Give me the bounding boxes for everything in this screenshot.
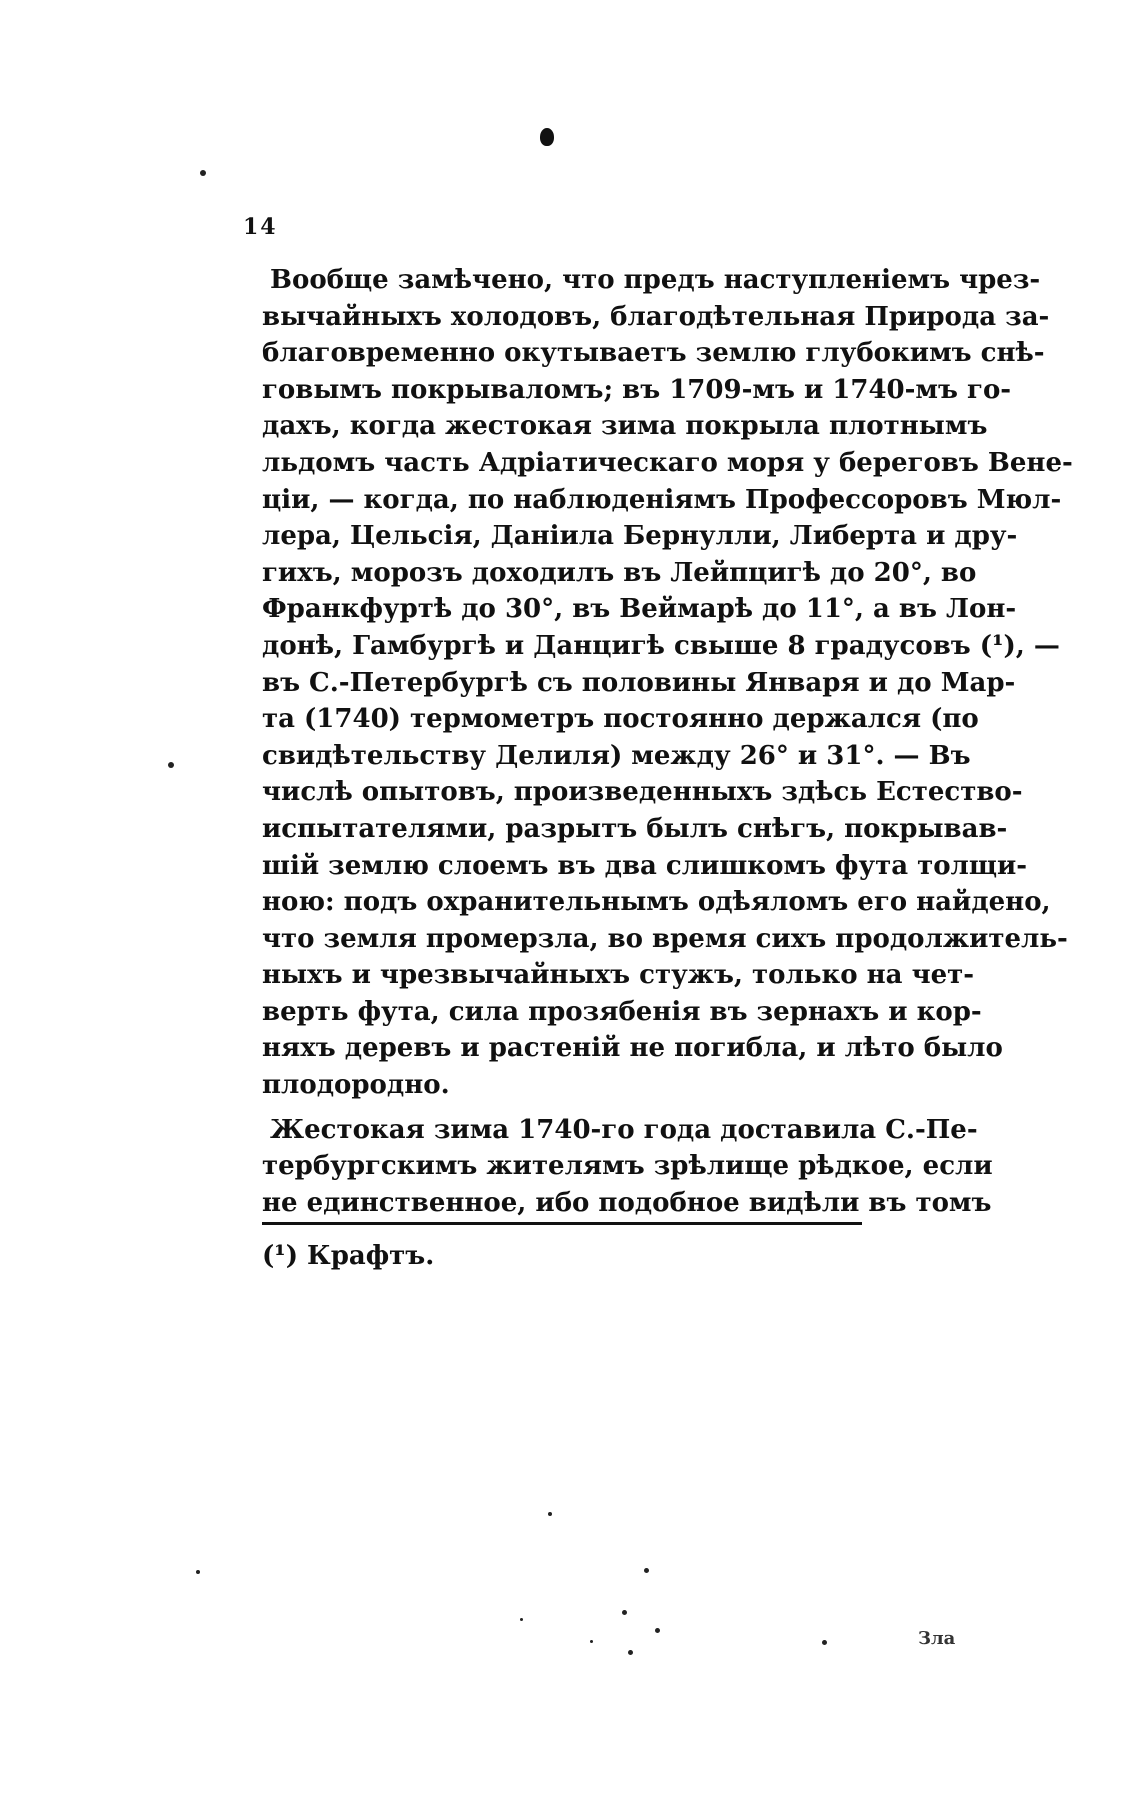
- scan-speck: [628, 1650, 633, 1655]
- paragraph-1: [262, 262, 1073, 1104]
- body-text: [262, 262, 1073, 1221]
- scan-speck: [196, 1570, 200, 1574]
- text-line: Жестокая зима 1740-го года доставила С.-Пе-: [270, 1114, 978, 1145]
- scan-speck: [655, 1628, 660, 1633]
- scan-speck: [520, 1618, 523, 1621]
- scan-speck: [822, 1640, 827, 1645]
- text-line: ною: подъ охранительнымъ одѣяломъ его найдено,: [262, 887, 1051, 918]
- text-line: верть фута, сила прозябенія въ зернахъ и кор-: [262, 996, 982, 1027]
- text-line: Вообще замѣчено, что предъ наступленіемъ чрез-: [270, 265, 1041, 295]
- text-line: льдомъ часть Адріатическаго моря у береговъ Вене-: [262, 447, 1073, 478]
- text-line: испытателями, разрытъ былъ снѣгъ, покрывав-: [262, 813, 1008, 844]
- text-line: что земля промерзла, во время сихъ продолжитель-: [262, 923, 1068, 954]
- text-line: шій землю слоемъ въ два слишкомъ фута толщи-: [262, 850, 1028, 881]
- footnote-divider: [262, 1222, 862, 1225]
- text-line: няхъ деревъ и растеній не погибла, и лѣто было: [262, 1033, 1003, 1064]
- scan-speck: [590, 1640, 593, 1643]
- text-line: Франкфуртѣ до 30°, въ Веймарѣ до 11°, а въ Лон-: [262, 594, 1017, 625]
- text-line: числѣ опытовъ, произведенныхъ здѣсь Естество-: [262, 777, 1023, 808]
- text-line: вычайныхъ холодовъ, благодѣтельная Природа за-: [262, 301, 1050, 332]
- text-line: донѣ, Гамбургѣ и Данцигѣ свыше 8 градусовъ (¹), —: [262, 630, 1060, 661]
- text-line: не единственное, ибо подобное видѣли въ томъ: [262, 1187, 992, 1218]
- text-line: тербургскимъ жителямъ зрѣлище рѣдкое, если: [262, 1151, 993, 1182]
- footnote: (¹) Крафтъ.: [262, 1241, 435, 1271]
- text-line: свидѣтельству Делиля) между 26° и 31°. — Въ: [262, 740, 971, 771]
- text-line: дахъ, когда жестокая зима покрыла плотнымъ: [262, 411, 988, 442]
- paragraph-gap: [262, 1104, 862, 1112]
- text-line: та (1740) термометръ постоянно держался (по: [262, 704, 979, 735]
- scan-artifact-text: Зла: [918, 1628, 956, 1649]
- scan-speck: [622, 1610, 627, 1615]
- text-line: плодородно.: [262, 1070, 450, 1101]
- ornament-dot: [540, 128, 554, 146]
- text-line: въ С.-Петербургѣ съ половины Января и до Мар-: [262, 667, 1016, 698]
- text-line: ныхъ и чрезвычайныхъ стужъ, только на чет-: [262, 960, 975, 991]
- page-number: 14: [243, 214, 278, 240]
- scan-speck: [168, 762, 174, 768]
- scan-speck: [548, 1512, 552, 1516]
- text-line: благовременно окутываетъ землю глубокимъ снѣ-: [262, 338, 1045, 369]
- text-line: говымъ покрываломъ; въ 1709-мъ и 1740-мъ го-: [262, 374, 1012, 405]
- text-line: ціи, — когда, по наблюденіямъ Профессоровъ Мюл-: [262, 484, 1062, 515]
- paragraph-2: [262, 1112, 993, 1222]
- text-line: лера, Цельсія, Даніила Бернулли, Либерта и дру-: [262, 521, 1018, 552]
- text-line: гихъ, морозъ доходилъ въ Лейпцигѣ до 20°, во: [262, 557, 977, 588]
- scan-speck: [644, 1568, 649, 1573]
- scan-speck: [200, 170, 206, 176]
